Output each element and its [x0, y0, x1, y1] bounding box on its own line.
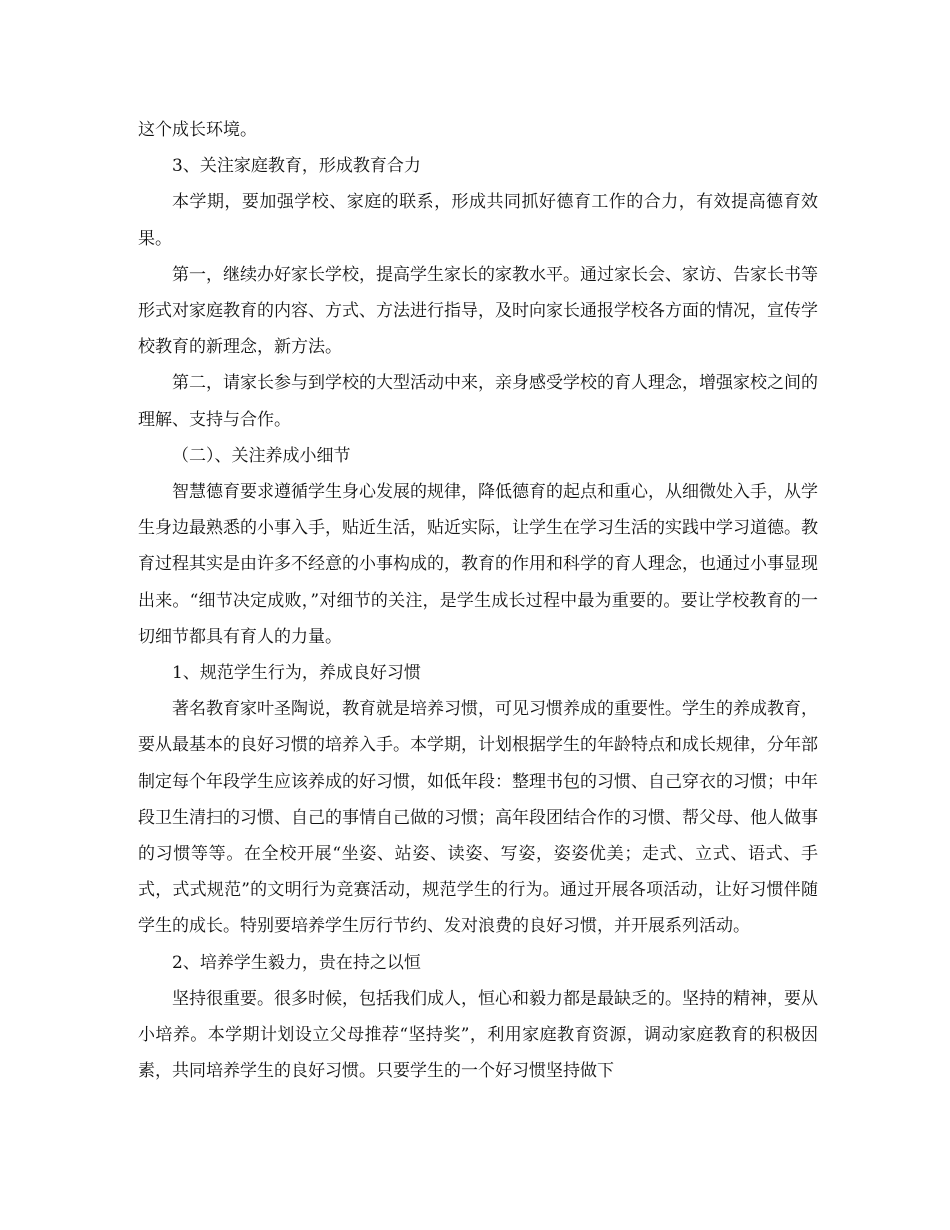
paragraph: 坚持很重要。很多时候，包括我们成人，恒心和毅力都是最缺乏的。坚持的精神，要从小培养。本学期计划设立父母推荐“坚持奖”，利用家庭教育资源，调动家庭教育的积极因素，共同培养学生的良好习惯。只要学生的一个好习惯坚持做下 [138, 988, 818, 1082]
document-body [138, 112, 818, 1089]
paragraph: 第二，请家长参与到学校的大型活动中来，亲身感受学校的育人理念，增强家校之间的理解、支持与合作。 [138, 373, 818, 430]
paragraph: 智慧德育要求遵循学生身心发展的规律，降低德育的起点和重心，从细微处入手，从学生身边最熟悉的小事入手，贴近生活，贴近实际，让学生在学习生活的实践中学习道德。教育过程其实是由许多不经意的小事构成的，教育的作用和科学的育人理念，也通过小事显现出来。“细节决定成败，”对细节的关注，是学生成长过程中最为重要的。要让学校教育的一切细节都具有育人的力量。 [138, 482, 818, 647]
section-heading-perseverance: 2、培养学生毅力，贵在持之以恒 [172, 952, 421, 973]
paragraph-continuation: 这个成长环境。 [138, 120, 257, 140]
paragraph: 本学期，要加强学校、家庭的联系，形成共同抓好德育工作的合力，有效提高德育效果。 [138, 192, 818, 249]
paragraph: 第一，继续办好家长学校，提高学生家长的家教水平。通过家长会、家访、告家长书等形式对家庭教育的内容、方式、方法进行指导，及时向家长通报学校各方面的情况，宣传学校教育的新理念，新方法。 [138, 264, 818, 358]
paragraph: 著名教育家叶圣陶说，教育就是培养习惯，可见习惯养成的重要性。学生的养成教育，要从最基本的良好习惯的培养入手。本学期，计划根据学生的年龄特点和成长规律，分年部制定每个年段学生应该养成的好习惯，如低年段：整理书包的习惯、自己穿衣的习惯；中年段卫生清扫的习惯、自己的事情自己做的习惯；高年段团结合作的习惯、帮父母、他人做事的习惯等等。在全校开展“坐姿、站姿、读姿、写姿，姿姿优美；走式、立式、语式、手式，式式规范”的文明行为竞赛活动，规范学生的行为。通过开展各项活动，让好习惯伴随学生的成长。特别要培养学生厉行节约、发对浪费的良好习惯，并开展系列活动。 [138, 699, 818, 937]
section-heading-behavior: 1、规范学生行为，养成良好习惯 [172, 663, 421, 684]
section-heading-details: （二）、关注养成小细节 [172, 445, 351, 466]
section-heading-family-education: 3、关注家庭教育，形成教育合力 [172, 156, 421, 177]
